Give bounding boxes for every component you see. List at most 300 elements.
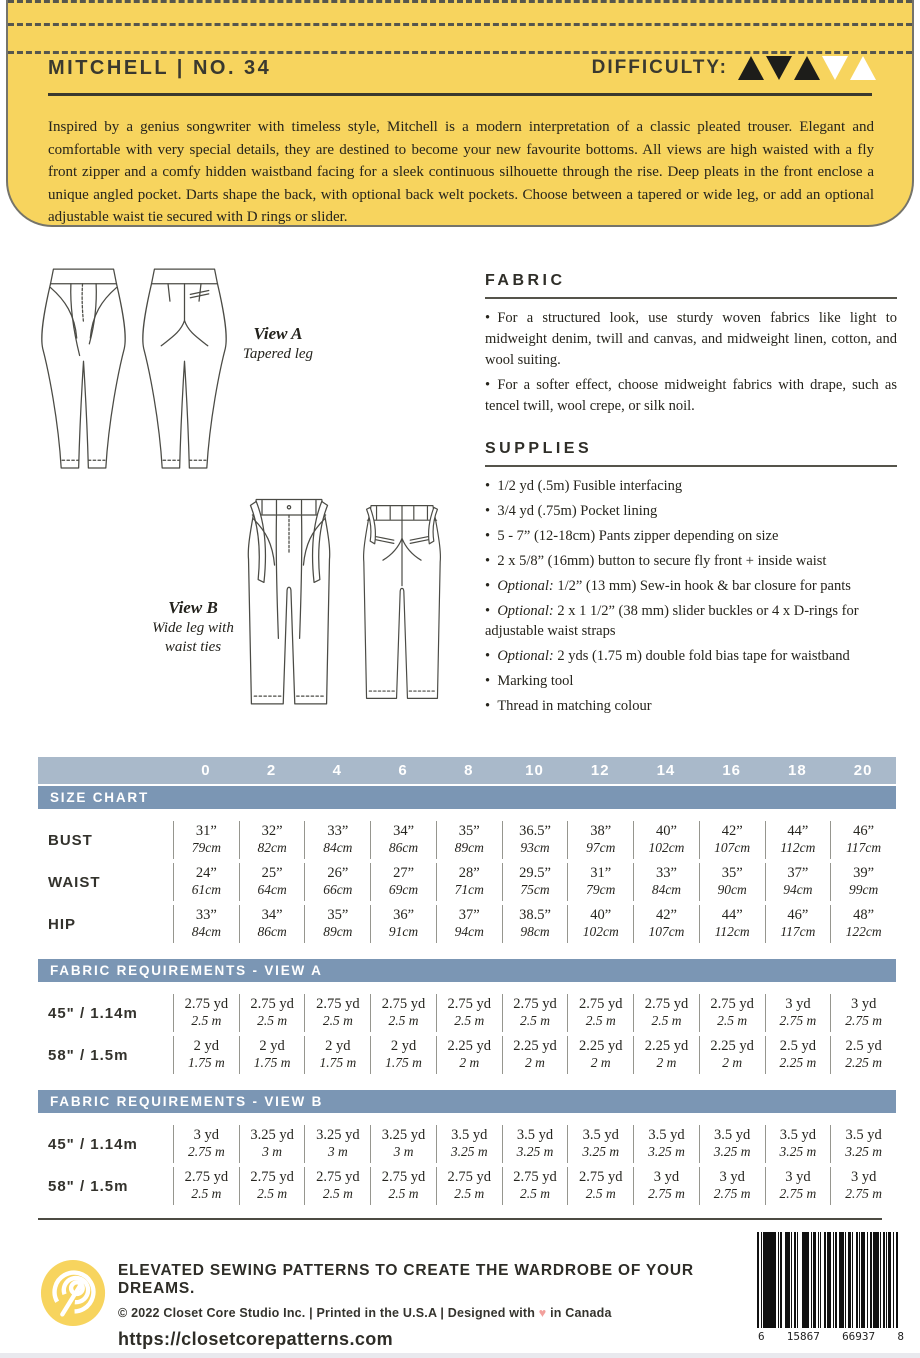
copyright-text: © 2022 Closet Core Studio Inc. | Printed in the U.S.A | Designed with [118,1306,536,1320]
value-metric: 112cm [714,924,750,939]
supply-item: • Optional: 2 yds (1.75 m) double fold bias tape for waistband [485,648,850,664]
table-cell [436,1167,502,1205]
dashed-border-line [8,0,912,3]
value-metric: 102cm [648,840,685,855]
value-metric: 3.25 m [582,1144,620,1159]
value-metric: 2 m [459,1055,480,1070]
table-cell [830,1036,896,1074]
size-column-header: 18 [788,762,807,779]
value-imperial: 26” [327,865,349,881]
value-imperial: 2.75 yd [316,996,360,1012]
value-metric: 2.5 m [519,1186,550,1201]
table-cell [699,994,765,1032]
table-row [38,994,896,1032]
table-cell [830,863,896,901]
table-cell [239,821,305,859]
value-imperial: 2.75 yd [250,996,294,1012]
table-cell [633,994,699,1032]
value-metric: 97cm [586,840,616,855]
table-cell [567,1125,633,1163]
value-metric: 86cm [388,840,419,855]
dashed-border-line [8,51,912,54]
value-imperial: 28” [458,865,480,881]
value-imperial: 24” [195,865,217,881]
value-imperial: 48” [853,907,875,923]
size-chart-rows [38,809,896,957]
value-metric: 2.5 m [322,1186,353,1201]
value-imperial: 3.5 yd [516,1127,554,1143]
table-cell [304,905,370,943]
value-metric: 2.5 m [257,1013,288,1028]
supplies-section [485,440,897,721]
value-imperial: 44” [787,823,809,839]
value-imperial: 25” [261,865,283,881]
table-cell [567,863,633,901]
barcode-digit: 15867 [786,1330,820,1343]
value-imperial: 37” [787,865,809,881]
value-imperial: 46” [853,823,875,839]
copyright-line [118,1306,748,1320]
value-metric: 3.25 m [713,1144,751,1159]
supply-item: • 2 x 5/8” (16mm) button to secure fly front + inside waist [485,553,827,569]
footer-divider [38,1218,882,1220]
value-metric: 3 m [327,1144,348,1159]
size-column-header: 4 [332,762,342,779]
value-imperial: 38.5” [519,907,551,923]
table-cell [699,1167,765,1205]
fabric-bullet: • For a structured look, use sturdy woven fabrics like light to midweight denim, twill and canvas, and midweight linen, cotton, and wool suiting. [485,310,897,369]
fabric-section [485,272,897,421]
row-label: 45" / 1.14m [48,1004,138,1022]
value-imperial: 38” [590,823,612,839]
value-imperial: 3 yd [193,1127,220,1143]
value-imperial: 3.25 yd [250,1127,294,1143]
value-imperial: 32” [261,823,283,839]
table-cell [502,821,568,859]
value-metric: 2.5 m [585,1013,616,1028]
value-metric: 84cm [191,924,221,939]
value-imperial: 2.75 yd [381,996,426,1012]
row-label: 58" / 1.5m [48,1177,129,1195]
value-imperial: 42” [721,823,743,839]
table-cell [304,821,370,859]
supply-item: • 3/4 yd (.75m) Pocket lining [485,503,658,519]
value-metric: 2.5 m [585,1186,616,1201]
value-imperial: 2.25 yd [644,1038,689,1054]
value-metric: 2 m [722,1055,743,1070]
value-metric: 102cm [582,924,619,939]
table-cell [304,1125,370,1163]
value-metric: 2.75 m [845,1013,882,1028]
table-cell [436,1125,502,1163]
value-imperial: 33” [195,907,217,923]
value-metric: 2 m [590,1055,611,1070]
value-metric: 1.75 m [187,1055,225,1070]
value-imperial: 2.75 yd [184,996,229,1012]
value-imperial: 3 yd [653,1169,680,1185]
table-cell [633,905,699,943]
value-imperial: 35” [327,907,349,923]
value-imperial: 3 yd [785,996,811,1012]
table-cell [304,1167,370,1205]
value-imperial: 39” [853,865,875,881]
fabric-req-b-band: FABRIC REQUIREMENTS - VIEW B [38,1090,896,1113]
table-cell [567,1167,633,1205]
value-metric: 2.75 m [845,1186,882,1201]
value-imperial: 2.75 yd [710,996,754,1012]
value-metric: 2.75 m [779,1186,817,1201]
value-metric: 107cm [714,840,751,855]
footer-text [118,1262,748,1350]
value-metric: 90cm [717,882,747,897]
size-chart-band: SIZE CHART [38,786,896,809]
value-imperial: 2.5 yd [845,1038,882,1054]
value-metric: 3 m [393,1144,414,1159]
table-row [38,863,896,901]
value-metric: 107cm [648,924,685,939]
table-cell [502,863,568,901]
pattern-description: Inspired by a genius songwriter with timeless style, Mitchell is a modern interpretation of a classic pleated trouser. Elegant and comfortable with very special details, they are destined to become your new favourite bottoms. All views are high waisted with a fly front zipper and a comfy hidden waistband facing for a sleek continuous silhouette through the rise. Deep pleats in the front enclose a unique angled pocket. Darts shape the back, with optional back welt pockets. Choose between a tapered or wide leg, or add an optional adjustable waist tie secured with D rings or slider. [48,119,874,225]
value-metric: 69cm [388,882,419,897]
value-imperial: 36.5” [519,823,551,839]
copyright-text-end: in Canada [550,1306,612,1320]
value-imperial: 2 yd [390,1038,417,1054]
value-metric: 94cm [454,924,484,939]
table-cell [830,821,896,859]
table-row [38,821,896,859]
value-metric: 2.75 m [713,1186,751,1201]
value-metric: 2.75 m [648,1186,685,1201]
row-label: 45" / 1.14m [48,1135,138,1153]
value-imperial: 3.25 yd [381,1127,426,1143]
value-imperial: 2.75 yd [447,996,492,1012]
page-bottom-edge [0,1353,920,1358]
value-imperial: 40” [655,823,677,839]
value-imperial: 2.25 yd [447,1038,492,1054]
table-cell [567,905,633,943]
value-imperial: 35” [458,823,480,839]
value-metric: 1.75 m [385,1055,422,1070]
table-cell [239,1036,305,1074]
table-cell [633,863,699,901]
value-metric: 2.5 m [717,1013,748,1028]
table-cell [173,1167,239,1205]
value-imperial: 36” [393,907,414,923]
pattern-title: MITCHELL | NO. 34 [48,56,272,79]
table-cell [830,994,896,1032]
table-cell [830,905,896,943]
value-imperial: 2.75 yd [644,996,689,1012]
value-metric: 112cm [780,840,816,855]
difficulty-triangles [738,56,876,80]
optional-prefix: Optional: [497,578,558,594]
value-metric: 3.25 m [779,1144,817,1159]
size-column-header: 12 [590,762,610,779]
table-cell [370,905,436,943]
value-metric: 61cm [191,882,221,897]
value-imperial: 33” [655,865,677,881]
value-imperial: 37” [458,907,480,923]
value-metric: 3.25 m [845,1144,882,1159]
value-imperial: 34” [393,823,414,839]
value-metric: 93cm [520,840,550,855]
difficulty-triangle [794,56,820,80]
optional-prefix: Optional: [497,603,558,619]
barcode-bar [802,1232,809,1328]
difficulty-label: DIFFICULTY: [591,57,728,78]
table-cell [239,863,305,901]
size-column-header: 10 [525,762,544,779]
fabric-bullets [485,308,897,417]
value-metric: 89cm [323,924,353,939]
value-imperial: 3.5 yd [714,1127,751,1143]
difficulty-rating [592,56,876,80]
value-metric: 79cm [191,840,221,855]
value-metric: 94cm [783,882,813,897]
table-cell [830,1167,896,1205]
view-b-front-illustration [236,488,342,726]
value-imperial: 2 yd [259,1038,285,1054]
value-metric: 89cm [454,840,484,855]
supply-item: • Optional: 2 x 1 1/2” (38 mm) slider buckles or 4 x D-rings for adjustable waist straps [485,603,859,639]
value-metric: 2.5 m [454,1013,485,1028]
pattern-header [48,56,876,80]
value-metric: 2.5 m [388,1186,419,1201]
yellow-header-panel [6,0,914,227]
fabric-bullet: • For a softer effect, choose midweight fabrics with drape, such as tencel twill, wool crepe, or silk noil. [485,377,897,415]
table-cell [502,1036,568,1074]
view-b-back-illustration [352,488,452,726]
table-cell [436,863,502,901]
value-imperial: 3.5 yd [779,1127,817,1143]
table-cell [765,821,831,859]
value-imperial: 31” [590,865,612,881]
value-metric: 2.5 m [388,1013,419,1028]
table-cell [765,1125,831,1163]
value-metric: 79cm [586,882,616,897]
size-column-header: 20 [853,762,873,779]
value-metric: 2 m [525,1055,545,1070]
table-cell [765,1167,831,1205]
value-metric: 2.75 m [779,1013,817,1028]
value-metric: 2.5 m [651,1013,682,1028]
value-metric: 64cm [257,882,287,897]
value-metric: 84cm [323,840,353,855]
value-metric: 66cm [323,882,353,897]
table-row [38,1125,896,1163]
value-metric: 2.5 m [322,1013,353,1028]
fabric-req-b-rows [38,1113,896,1219]
table-cell [173,863,239,901]
value-metric: 2.5 m [519,1013,550,1028]
value-metric: 2.5 m [191,1186,222,1201]
barcode-bars [757,1232,905,1328]
value-imperial: 35” [721,865,743,881]
value-imperial: 27” [393,865,414,881]
view-a-name: View A [253,324,303,343]
view-a-subtitle: Tapered leg [242,346,314,363]
table-cell [633,1125,699,1163]
table-cell [567,994,633,1032]
size-and-fabric-tables [38,757,896,1219]
value-metric: 2.25 m [845,1055,882,1070]
value-metric: 2.75 m [187,1144,225,1159]
table-cell [633,821,699,859]
table-cell [502,994,568,1032]
barcode-digits [757,1330,905,1343]
supply-item: • 1/2 yd (.5m) Fusible interfacing [485,478,683,494]
value-metric: 117cm [846,840,882,855]
table-cell [370,1167,436,1205]
supplies-list [485,476,897,716]
table-cell [239,994,305,1032]
value-imperial: 2 yd [325,1038,351,1054]
table-cell [765,1036,831,1074]
sizes-header-row [38,757,896,784]
value-imperial: 2.75 yd [316,1169,360,1185]
value-imperial: 2.25 yd [578,1038,623,1054]
table-cell [304,994,370,1032]
heart-icon: ♥ [538,1306,547,1320]
table-row [38,1167,896,1205]
value-metric: 2.5 m [454,1186,485,1201]
supply-item: • 5 - 7” (12-18cm) Pants zipper depending on size [485,528,779,544]
value-metric: 2.5 m [191,1013,222,1028]
optional-prefix: Optional: [497,648,558,664]
table-cell [239,905,305,943]
barcode-digit: 66937 [842,1330,876,1343]
value-imperial: 40” [590,907,612,923]
value-metric: 2.25 m [779,1055,817,1070]
row-label: 58" / 1.5m [48,1046,129,1064]
fabric-heading: FABRIC [485,272,897,299]
value-imperial: 3.5 yd [648,1127,685,1143]
value-imperial: 31” [195,823,217,839]
table-cell [239,1125,305,1163]
size-column-header: 14 [656,762,676,779]
table-cell [370,821,436,859]
table-cell [436,994,502,1032]
value-imperial: 29.5” [519,865,551,881]
table-cell [502,905,568,943]
supplies-heading: SUPPLIES [485,440,897,467]
value-imperial: 3 yd [785,1169,811,1185]
barcode-bar [763,1232,776,1328]
value-imperial: 44” [721,907,743,923]
value-imperial: 2.75 yd [513,996,557,1012]
barcode [757,1232,905,1343]
view-a-back-illustration [136,262,233,480]
value-imperial: 3.5 yd [582,1127,619,1143]
dashed-border-line [8,23,912,26]
view-b-name: View B [168,598,218,617]
value-metric: 98cm [520,924,550,939]
table-cell [567,1036,633,1074]
value-metric: 91cm [388,924,419,939]
table-cell [436,821,502,859]
value-imperial: 46” [787,907,809,923]
value-metric: 3.25 m [516,1144,554,1159]
view-a-label [224,323,332,364]
table-row [38,905,896,943]
table-cell [699,863,765,901]
table-cell [370,863,436,901]
value-metric: 3.25 m [648,1144,685,1159]
table-cell [633,1167,699,1205]
table-cell [699,1125,765,1163]
value-metric: 82cm [257,840,287,855]
row-label: HIP [48,915,77,933]
size-column-header: 2 [266,762,277,779]
barcode-bar [896,1232,898,1328]
value-metric: 2 m [656,1055,677,1070]
value-imperial: 3.25 yd [316,1127,360,1143]
table-cell [436,905,502,943]
value-imperial: 2.75 yd [184,1169,229,1185]
table-cell [502,1125,568,1163]
table-cell [765,863,831,901]
row-label: BUST [48,831,93,849]
table-cell [370,1036,436,1074]
table-cell [370,1125,436,1163]
value-imperial: 2.25 yd [513,1038,557,1054]
table-cell [699,821,765,859]
value-imperial: 2.75 yd [513,1169,557,1185]
value-imperial: 2.25 yd [710,1038,754,1054]
value-imperial: 42” [655,907,677,923]
difficulty-triangle [766,56,792,80]
row-label: WAIST [48,873,101,891]
value-metric: 117cm [780,924,816,939]
supply-item: • Marking tool [485,673,574,689]
website-url: https://closetcorepatterns.com [118,1329,394,1349]
table-cell [173,1036,239,1074]
table-cell [173,905,239,943]
table-cell [699,1036,765,1074]
value-imperial: 3.5 yd [845,1127,882,1143]
table-cell [370,994,436,1032]
barcode-digit: 6 [758,1330,765,1343]
difficulty-triangle [850,56,876,80]
table-cell [765,994,831,1032]
table-cell [633,1036,699,1074]
value-imperial: 3 yd [719,1169,745,1185]
value-metric: 122cm [845,924,882,939]
view-b-subtitle: Wide leg with waist ties [152,620,234,655]
size-column-header: 16 [722,762,742,779]
value-imperial: 2.75 yd [381,1169,426,1185]
table-cell [699,905,765,943]
value-imperial: 3 yd [850,996,877,1012]
difficulty-triangle [822,56,848,80]
value-metric: 1.75 m [319,1055,357,1070]
value-metric: 75cm [520,882,550,897]
value-metric: 2.5 m [257,1186,288,1201]
value-imperial: 3.5 yd [451,1127,488,1143]
value-imperial: 2.75 yd [578,1169,623,1185]
value-imperial: 33” [327,823,349,839]
barcode-digit: 8 [897,1330,904,1343]
table-row [38,1036,896,1074]
size-column-header: 0 [201,762,211,779]
view-b-label [138,597,248,657]
table-cell [173,821,239,859]
value-imperial: 2.75 yd [578,996,623,1012]
table-cell [304,863,370,901]
fabric-req-a-rows [38,982,896,1088]
table-cell [502,1167,568,1205]
table-cell [830,1125,896,1163]
